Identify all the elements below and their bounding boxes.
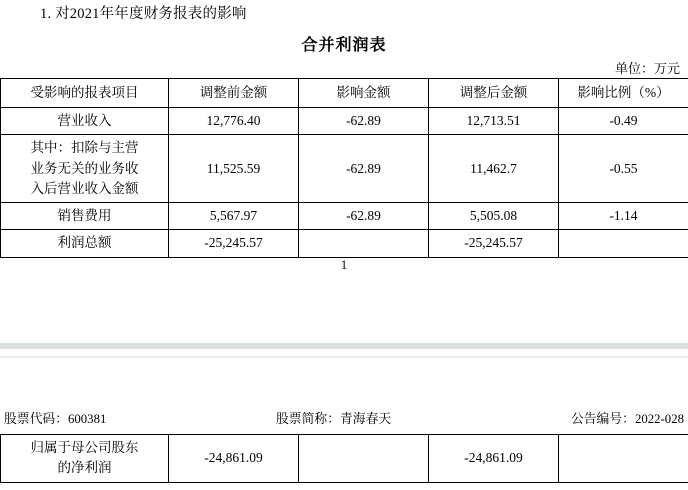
row-value-before: -25,245.57 (169, 230, 299, 257)
row-item-label-line1: 其中：扣除与主营 (30, 140, 139, 156)
row-item-label-line3: 入后营业收入金额 (30, 180, 139, 196)
row-value-ratio (559, 435, 688, 483)
row-value-before: 11,525.59 (169, 135, 299, 203)
row-value-effect: -62.89 (299, 108, 429, 135)
row-item-label (1, 435, 169, 483)
page-divider-thin (0, 356, 688, 358)
row-item-label: 利润总额 (1, 230, 169, 257)
table-row (1, 135, 688, 203)
table-header-cell: 影响比例（%） (559, 79, 688, 108)
row-item-label-line1: 归属于母公司股东 (30, 440, 139, 455)
row-value-ratio: -0.49 (559, 108, 688, 135)
page-number: 1 (340, 258, 348, 272)
row-value-before: 5,567.97 (169, 203, 299, 230)
income-statement-table-continued (0, 434, 688, 483)
unit-label: 单位：万元 (614, 61, 680, 76)
row-value-after: -24,861.09 (429, 435, 559, 483)
row-value-after: 11,462.7 (429, 135, 559, 203)
announcement-number-label: 公告编号：2022-028 (570, 412, 684, 426)
table-row (1, 203, 688, 230)
table-header-cell: 调整后金额 (429, 79, 559, 108)
row-value-effect (299, 230, 429, 257)
section-heading: 1. 对2021年年度财务报表的影响 (40, 6, 247, 22)
row-value-effect: -62.89 (299, 203, 429, 230)
table-header-cell: 调整前金额 (169, 79, 299, 108)
row-value-after: 12,713.51 (429, 108, 559, 135)
stock-code-label: 股票代码：600381 (4, 412, 107, 426)
table-header-row (1, 79, 688, 108)
row-value-effect (299, 435, 429, 483)
row-item-label-line2: 的净利润 (57, 460, 112, 476)
row-value-ratio: -1.14 (559, 203, 688, 230)
table-row (1, 435, 688, 483)
page-footer (0, 408, 688, 426)
page-title: 合并利润表 (301, 37, 387, 54)
row-item-label: 营业收入 (1, 108, 169, 135)
row-item-label (1, 135, 169, 203)
income-statement-table (0, 78, 688, 258)
table-header-cell: 影响金额 (299, 79, 429, 108)
row-item-label: 销售费用 (1, 203, 169, 230)
stock-name-label: 股票简称：青海春天 (276, 412, 392, 426)
table-row (1, 230, 688, 257)
table-row (1, 108, 688, 135)
row-item-label-line2: 业务无关的业务收 (30, 160, 139, 176)
row-value-after: 5,505.08 (429, 203, 559, 230)
row-value-before: -24,861.09 (169, 435, 299, 483)
table-header-cell: 受影响的报表项目 (1, 79, 169, 108)
row-value-ratio (559, 230, 688, 257)
page-divider-thick (0, 343, 688, 349)
row-value-effect: -62.89 (299, 135, 429, 203)
row-value-ratio: -0.55 (559, 135, 688, 203)
row-value-after: -25,245.57 (429, 230, 559, 257)
row-value-before: 12,776.40 (169, 108, 299, 135)
